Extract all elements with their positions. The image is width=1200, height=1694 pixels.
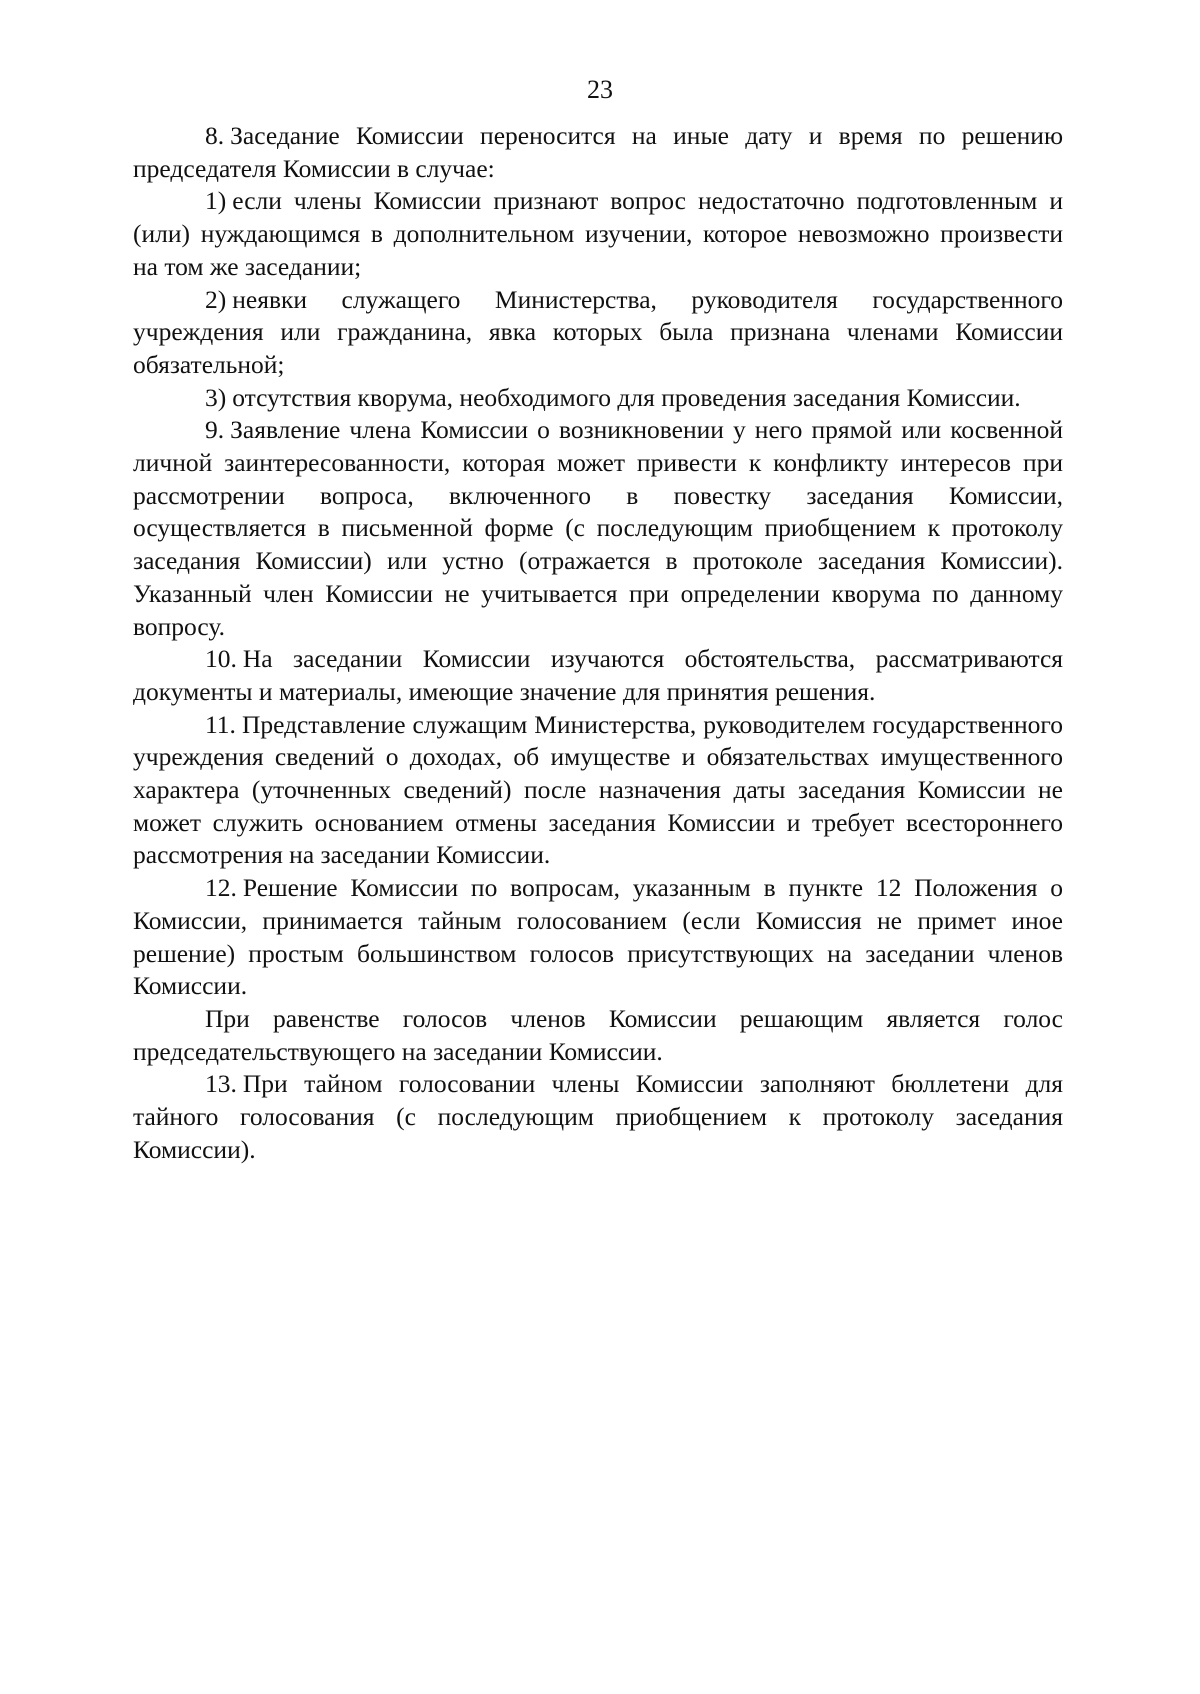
paragraph-text: если члены Комиссии признают вопрос недостаточно подготовленным и (или) нуждающимся в дополнительном изучении, которое невозможно произвести на том же заседании; [133,186,1063,281]
paragraph-11 [133,709,1063,873]
paragraph-12 [133,872,1063,1003]
paragraph-9 [133,414,1063,643]
paragraph-number: 2) [205,284,227,314]
paragraph-number: 10. [205,644,237,674]
paragraph-8-2 [133,284,1063,382]
paragraph-number: 8. [205,121,225,150]
document-body [133,120,1063,1167]
paragraph-number: 3) [205,382,227,412]
paragraph-number: 13. [205,1069,237,1099]
paragraph-13 [133,1068,1063,1166]
paragraph-text: Решение Комиссии по вопросам, указанным в пункте 12 Положения о Комиссии, принимается тайным голосованием (если Комиссия не примет иное решение) простым большинством голосов присутствующих на заседании членов Комиссии. [133,873,1063,1001]
paragraph-8 [133,120,1063,185]
paragraph-number: 11. [205,709,236,739]
paragraph-text: отсутствия кворума, необходимого для проведения заседания Комиссии. [232,382,1021,412]
paragraph-12-tie [133,1003,1063,1068]
paragraph-number: 12. [205,873,237,903]
paragraph-number: 9. [205,415,225,445]
paragraph-text: При равенстве голосов членов Комиссии решающим является голос председательствующего на заседании Комиссии. [133,1003,1063,1066]
paragraph-8-3 [133,382,1063,415]
paragraph-text: Представление служащим Министерства, руководителем государственного учреждения сведений о доходах, об имуществе и обязательствах имущественного характера (уточненных сведений) после назначения даты заседания Комиссии не может служить основанием отмены заседания Комиссии и требует всестороннего рассмотрения на заседании Комиссии. [133,709,1063,870]
paragraph-text: Заседание Комиссии переносится на иные дату и время по решению председателя Комиссии в случае: [133,121,1063,183]
paragraph-8-1 [133,185,1063,283]
paragraph-10 [133,643,1063,708]
paragraph-text: неявки служащего Министерства, руководителя государственного учреждения или гражданина, явка которых была признана членами Комиссии обязательной; [133,284,1063,379]
paragraph-number: 1) [205,186,227,216]
paragraph-text: Заявление члена Комиссии о возникновении у него прямой или косвенной личной заинтересованности, которая может привести к конфликту интересов при рассмотрении вопроса, включенного в повестку заседания Комиссии, осуществляется в письменной форме (с последующим приобщением к протоколу заседания Комиссии) или устно (отражается в протоколе заседания Комиссии). Указанный член Комиссии не учитывается при определении кворума по данному вопросу. [133,415,1063,641]
page-number: 23 [587,75,613,104]
paragraph-text: При тайном голосовании члены Комиссии заполняют бюллетени для тайного голосования (с последующим приобщением к протоколу заседания Комиссии). [133,1069,1063,1164]
paragraph-text: На заседании Комиссии изучаются обстоятельства, рассматриваются документы и материалы, имеющие значение для принятия решения. [133,644,1063,706]
